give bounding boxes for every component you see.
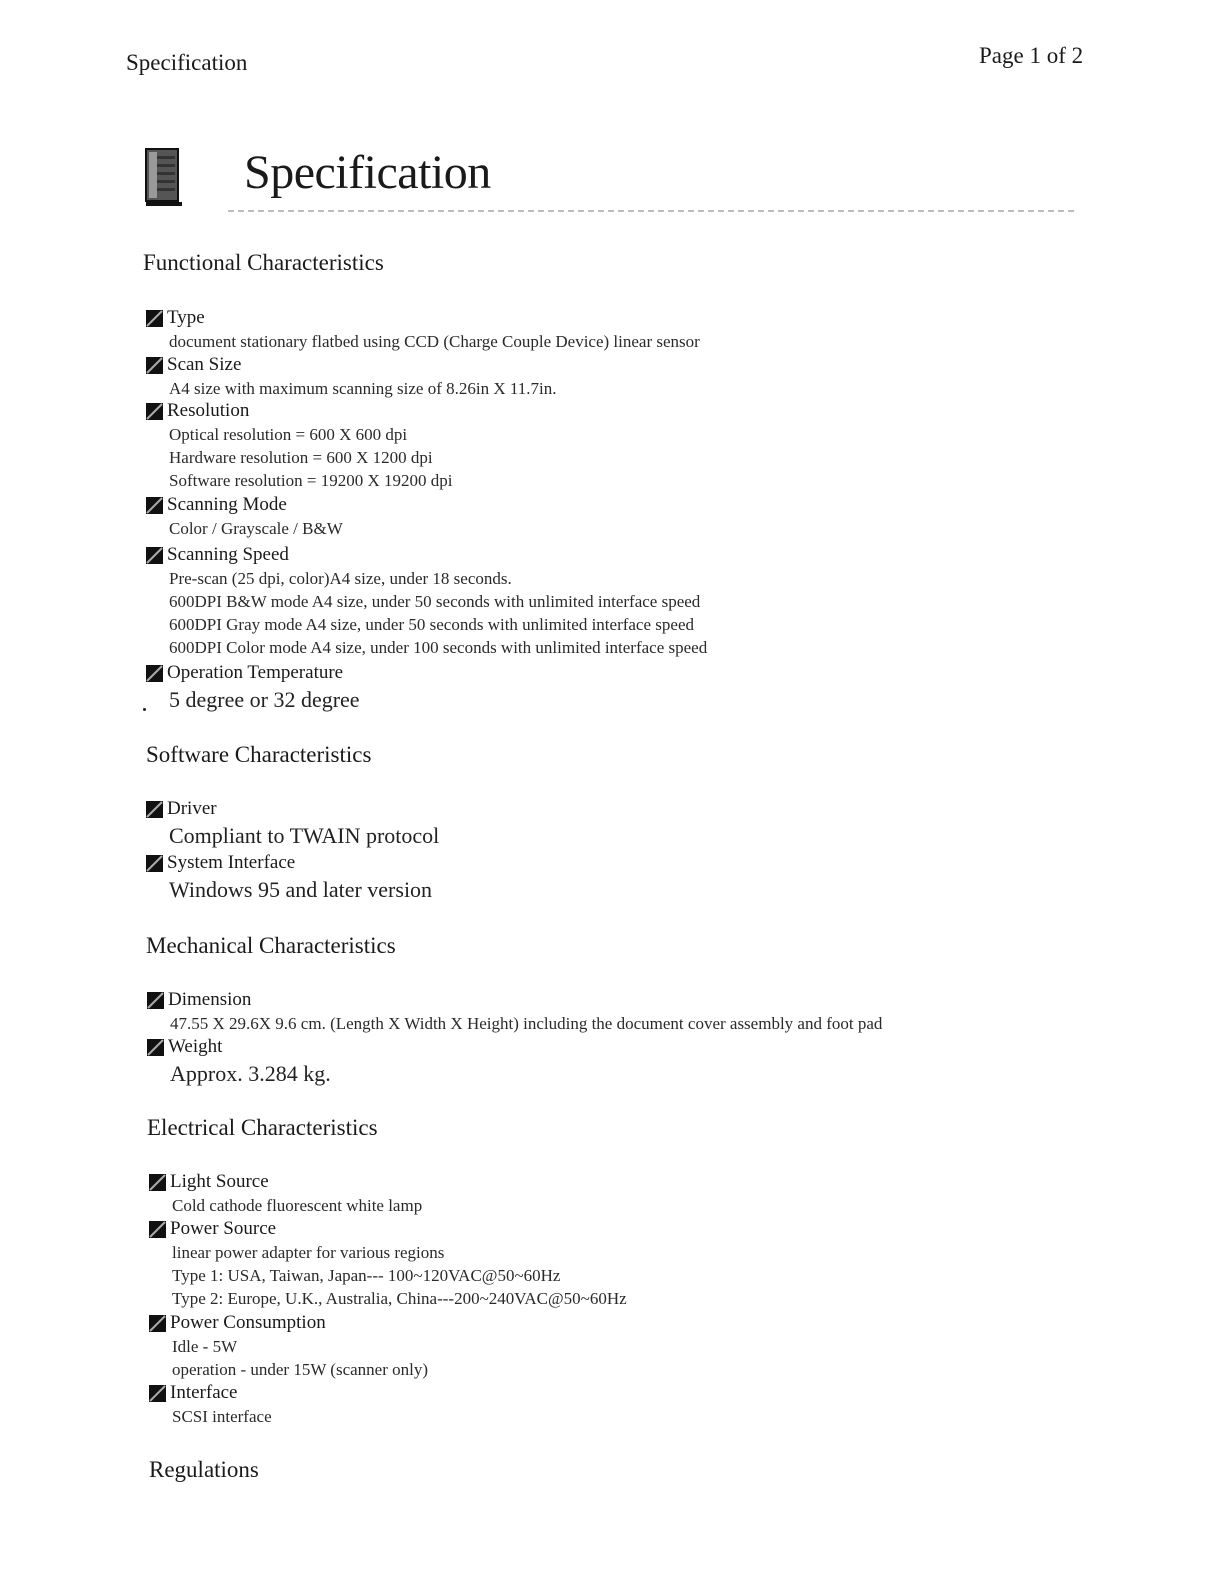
spec-value: linear power adapter for various regions — [172, 1243, 445, 1262]
spec-item-title: Light Source — [170, 1171, 269, 1192]
title-divider — [228, 210, 1074, 212]
spec-value: Approx. 3.284 kg. — [170, 1061, 331, 1086]
spec-value: Hardware resolution = 600 X 1200 dpi — [169, 448, 433, 467]
spec-item-title: Power Source — [170, 1218, 277, 1239]
bullet-square-icon — [149, 1174, 166, 1191]
spec-value: 5 degree or 32 degree — [169, 687, 360, 712]
spec-value: Pre-scan (25 dpi, color)A4 size, under 18 seconds. — [169, 569, 512, 588]
spec-item-title: Resolution — [167, 400, 250, 421]
header-left: Specification — [126, 50, 248, 75]
spec-value: Compliant to TWAIN protocol — [169, 823, 440, 848]
spec-item-scan-size — [146, 353, 556, 400]
section-title-functional: Functional Characteristics — [143, 250, 384, 275]
scan-speck — [143, 708, 146, 711]
spec-value: A4 size with maximum scanning size of 8.26in X 11.7in. — [169, 379, 557, 398]
spec-item-power-consumption — [149, 1311, 428, 1381]
spec-item-scanning-speed — [146, 543, 707, 659]
section-title-electrical: Electrical Characteristics — [147, 1115, 378, 1140]
spec-item-resolution — [146, 399, 452, 492]
spec-item-title: Driver — [167, 798, 217, 819]
spec-item-light-source — [149, 1170, 422, 1217]
spec-item-weight — [147, 1035, 331, 1089]
bullet-square-icon — [146, 547, 163, 564]
spec-item-scanning-mode — [146, 493, 343, 540]
spec-item-operation-temperature — [146, 661, 360, 715]
spec-item-title: Type — [167, 307, 205, 328]
bullet-square-icon — [149, 1385, 166, 1402]
spec-value: 600DPI Color mode A4 size, under 100 seconds with unlimited interface speed — [169, 638, 708, 657]
page-number: Page 1 of 2 — [979, 43, 1084, 68]
spec-item-type — [146, 306, 700, 353]
spec-value: document stationary flatbed using CCD (Charge Couple Device) linear sensor — [169, 332, 700, 351]
spec-value: Cold cathode fluorescent white lamp — [172, 1196, 423, 1215]
spec-value: operation - under 15W (scanner only) — [172, 1360, 429, 1379]
bullet-square-icon — [146, 310, 163, 327]
spec-item-title: Scanning Mode — [167, 494, 287, 515]
spec-item-dimension — [147, 988, 882, 1035]
bullet-square-icon — [146, 665, 163, 682]
spec-item-title: Operation Temperature — [167, 662, 344, 683]
spec-item-title: Scan Size — [167, 354, 242, 375]
spec-item-system-interface — [146, 851, 432, 905]
spec-item-title: Interface — [170, 1382, 238, 1403]
spec-item-title: Dimension — [168, 989, 252, 1010]
spec-value: Idle - 5W — [172, 1337, 238, 1356]
spec-item-power-source — [149, 1217, 627, 1310]
bullet-square-icon — [146, 855, 163, 872]
spec-value: Software resolution = 19200 X 19200 dpi — [169, 471, 453, 490]
bullet-square-icon — [149, 1221, 166, 1238]
page-title: Specification — [244, 146, 491, 199]
section-title-mechanical: Mechanical Characteristics — [146, 933, 396, 958]
document-icon — [143, 146, 183, 210]
spec-value: Optical resolution = 600 X 600 dpi — [169, 425, 408, 444]
spec-item-interface — [149, 1381, 272, 1428]
bullet-square-icon — [146, 357, 163, 374]
spec-value: 600DPI Gray mode A4 size, under 50 seconds with unlimited interface speed — [169, 615, 694, 634]
bullet-square-icon — [146, 403, 163, 420]
bullet-square-icon — [147, 1039, 164, 1056]
spec-value: Color / Grayscale / B&W — [169, 519, 343, 538]
spec-value: Type 1: USA, Taiwan, Japan--- 100~120VAC@50~60Hz — [172, 1266, 561, 1285]
spec-item-title: Power Consumption — [170, 1312, 326, 1333]
spec-item-title: Scanning Speed — [167, 544, 289, 565]
bullet-square-icon — [149, 1315, 166, 1332]
spec-value: Windows 95 and later version — [169, 877, 433, 902]
spec-value: Type 2: Europe, U.K., Australia, China---200~240VAC@50~60Hz — [172, 1289, 627, 1308]
section-title-software: Software Characteristics — [146, 742, 372, 767]
spec-item-title: System Interface — [167, 852, 296, 873]
spec-item-title: Weight — [168, 1036, 223, 1057]
spec-value: 600DPI B&W mode A4 size, under 50 seconds with unlimited interface speed — [169, 592, 701, 611]
bullet-square-icon — [146, 497, 163, 514]
bullet-square-icon — [147, 992, 164, 1009]
section-title-regulations: Regulations — [149, 1457, 259, 1482]
spec-value: 47.55 X 29.6X 9.6 cm. (Length X Width X Height) including the document cover assembly and foot pad — [170, 1014, 883, 1033]
spec-item-driver — [146, 797, 439, 851]
bullet-square-icon — [146, 801, 163, 818]
spec-value: SCSI interface — [172, 1407, 272, 1426]
